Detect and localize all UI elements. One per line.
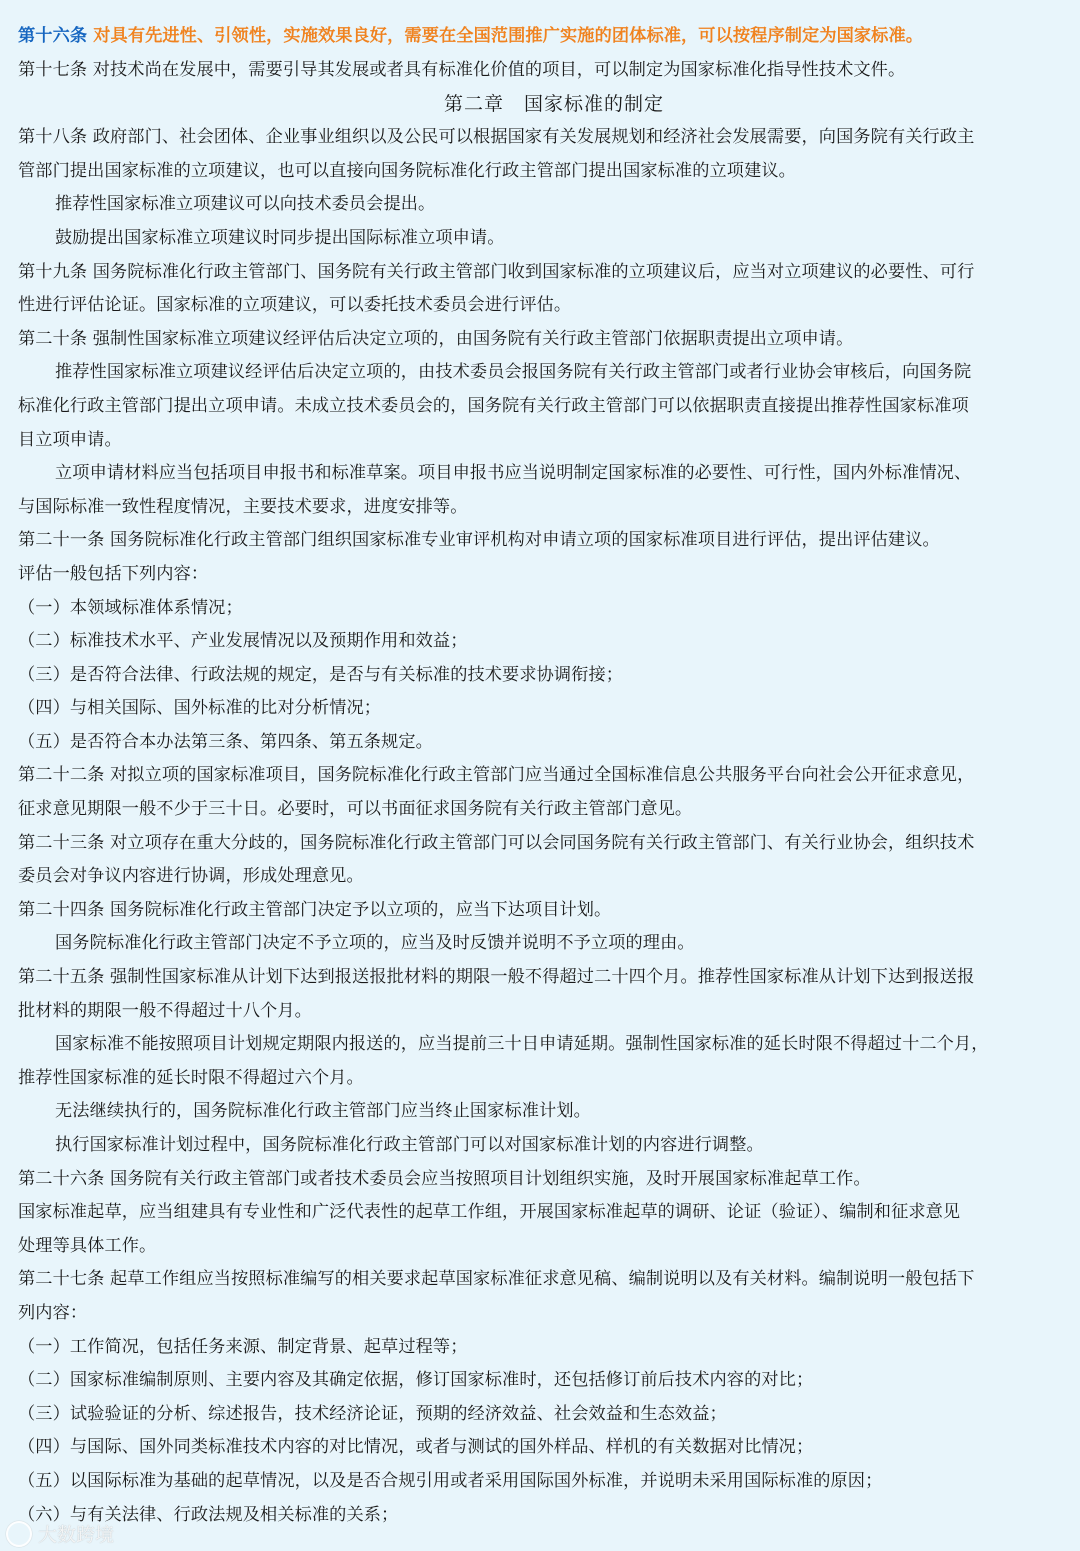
paragraph-cont: 标准化行政主管部门提出立项申请。未成立技术委员会的，国务院有关行政主管部门可以依据职责直接提出推荐性国家标准项 [18,395,969,416]
paragraph: 推荐性国家标准立项建议经评估后决定立项的，由技术委员会报国务院有关行政主管部门或者行业协会审核后，向国务院 [55,362,972,383]
article-16-text: 对具有先进性、引领性，实施效果良好，需要在全国范围推广实施的团体标准，可以按程序制定为国家标准。 [87,26,924,46]
paragraph: 评估一般包括下列内容： [18,563,209,584]
article-19-cont: 性进行评估论证。国家标准的立项建议，可以委托技术委员会进行评估。 [18,295,572,316]
list-item: （五）是否符合本办法第三条、第四条、第五条规定。 [18,731,433,752]
list-item: （四）与国际、国外同类标准技术内容的对比情况，或者与测试的国外样品、样机的有关数据对比情况； [18,1437,814,1458]
list-item: （一）本领域标准体系情况； [18,597,243,618]
watermark-text: 大数跨境 [38,1524,115,1546]
paragraph-cont: 推荐性国家标准的延长时限不得超过六个月。 [18,1067,364,1088]
paragraph: 国家标准起草，应当组建具有专业性和广泛代表性的起草工作组，开展国家标准起草的调研、论证（验证）、编制和征求意见 [18,1202,961,1223]
chapter-title: 第二章 国家标准的制定 [443,93,664,116]
paragraph: 国家标准不能按照项目计划规定期限内报送的，应当提前三十日申请延期。强制性国家标准的延长时限不得超过十二个月， [55,1034,989,1055]
article-21: 第二十一条 国务院标准化行政主管部门组织国家标准专业审评机构对申请立项的国家标准项目进行评估，提出评估建议。 [18,530,940,551]
article-23: 第二十三条 对立项存在重大分歧的，国务院标准化行政主管部门可以会同国务院有关行政主管部门、有关行业协会，组织技术 [18,832,975,853]
list-item: （六）与有关法律、行政法规及相关标准的关系； [18,1504,399,1525]
paragraph-cont: 目立项申请。 [18,429,122,450]
article-26: 第二十六条 国务院有关行政主管部门或者技术委员会应当按照项目计划组织实施，及时开展国家标准起草工作。 [18,1168,871,1189]
paragraph: 立项申请材料应当包括项目申报书和标准草案。项目申报书应当说明制定国家标准的必要性、可行性，国内外标准情况、 [55,463,972,484]
list-item: （五）以国际标准为基础的起草情况，以及是否合规引用或者采用国际国外标准，并说明未采用国际标准的原因； [18,1470,883,1491]
list-item: （二）标准技术水平、产业发展情况以及预期作用和效益； [18,631,468,652]
article-23-cont: 委员会对争议内容进行协调，形成处理意见。 [18,866,364,887]
paragraph: 无法继续执行的，国务院标准化行政主管部门应当终止国家标准计划。 [55,1101,591,1122]
watermark-logo-icon [6,1521,32,1547]
list-item: （一）工作简况，包括任务来源、制定背景、起草过程等； [18,1336,468,1357]
article-22-cont: 征求意见期限一般不少于三十日。必要时，可以书面征求国务院有关行政主管部门意见。 [18,799,693,820]
watermark [6,1520,114,1547]
article-16 [18,20,1060,54]
paragraph-cont: 处理等具体工作。 [18,1235,157,1256]
article-25-cont: 批材料的期限一般不得超过十八个月。 [18,1000,312,1021]
article-16-number: 第十六条 [18,26,88,46]
article-22: 第二十二条 对拟立项的国家标准项目，国务院标准化行政主管部门应当通过全国标准信息公共服务平台向社会公开征求意见， [18,765,975,786]
paragraph: 推荐性国家标准立项建议可以向技术委员会提出。 [55,194,436,215]
paragraph: 鼓励提出国家标准立项建议时同步提出国际标准立项申请。 [55,227,505,248]
list-item: （二）国家标准编制原则、主要内容及其确定依据，修订国家标准时，还包括修订前后技术内容的对比； [18,1370,814,1391]
article-25: 第二十五条 强制性国家标准从计划下达到报送报批材料的期限一般不得超过二十四个月。推荐性国家标准从计划下达到报送报 [18,967,975,988]
paragraph-cont: 与国际标准一致性程度情况，主要技术要求，进度安排等。 [18,496,468,517]
article-18-cont: 管部门提出国家标准的立项建议，也可以直接向国务院标准化行政主管部门提出国家标准的立项建议。 [18,160,796,181]
paragraph: 国务院标准化行政主管部门决定不予立项的，应当及时反馈并说明不予立项的理由。 [55,933,695,954]
article-19: 第十九条 国务院标准化行政主管部门、国务院有关行政主管部门收到国家标准的立项建议后，应当对立项建议的必要性、可行 [18,261,975,282]
article-27-cont: 列内容： [18,1302,88,1323]
list-item: （三）试验验证的分析、综述报告，技术经济论证，预期的经济效益、社会效益和生态效益； [18,1403,727,1424]
list-item: （三）是否符合法律、行政法规的规定，是否与有关标准的技术要求协调衔接； [18,664,624,685]
article-20: 第二十条 强制性国家标准立项建议经评估后决定立项的，由国务院有关行政主管部门依据职责提出立项申请。 [18,328,854,349]
article-27: 第二十七条 起草工作组应当按照标准编写的相关要求起草国家标准征求意见稿、编制说明以及有关材料。编制说明一般包括下 [18,1269,975,1290]
article-18: 第十八条 政府部门、社会团体、企业事业组织以及公民可以根据国家有关发展规划和经济社会发展需要，向国务院有关行政主 [18,127,975,148]
list-item: （四）与相关国际、国外标准的比对分析情况； [18,698,382,719]
article-24: 第二十四条 国务院标准化行政主管部门决定予以立项的，应当下达项目计划。 [18,899,612,920]
article-17: 第十七条 对技术尚在发展中，需要引导其发展或者具有标准化价值的项目，可以制定为国家标准化指导性技术文件。 [18,59,906,80]
paragraph: 执行国家标准计划过程中，国务院标准化行政主管部门可以对国家标准计划的内容进行调整。 [55,1135,764,1155]
